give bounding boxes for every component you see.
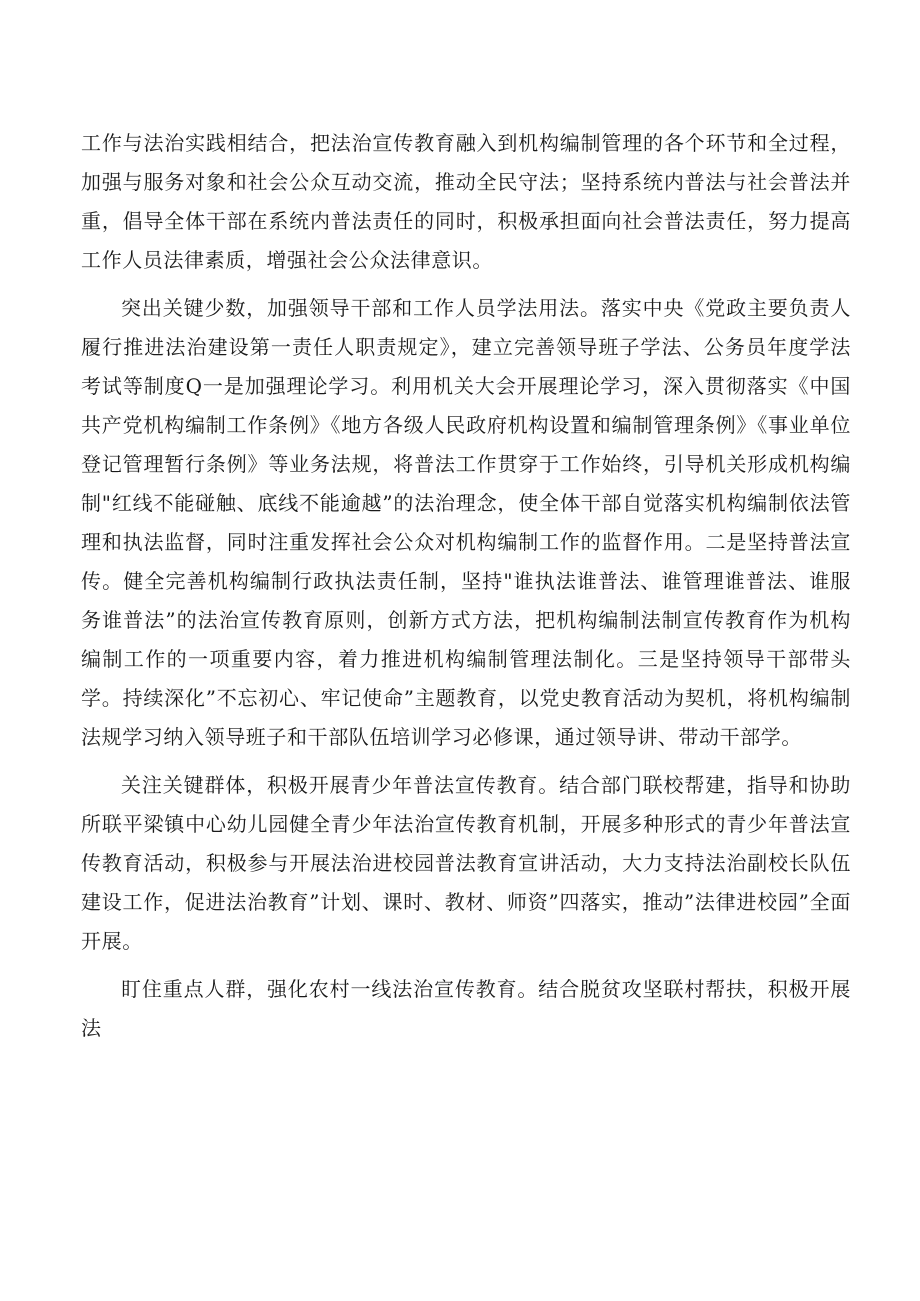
- paragraph-4: 盯住重点人群，强化农村一线法治宣传教育。结合脱贫攻坚联村帮扶，积极开展法: [81, 977, 851, 1040]
- paragraph-3: 关注关键群体，积极开展青少年普法宣传教育。结合部门联校帮建，指导和协助所联平梁镇中心幼儿园健全青少年法治宣传教育机制，开展多种形式的青少年普法宣传教育活动，积极参与开展法治进校园普法教育宣讲活动，大力支持法治副校长队伍建设工作，促进法治教育”计划、课时、教材、师资”四落实，推动”法律进校园”全面开展。: [81, 773, 851, 953]
- document-body: [81, 124, 851, 1048]
- paragraph-2: 突出关键少数，加强领导干部和工作人员学法用法。落实中央《党政主要负责人履行推进法治建设第一责任人职责规定》，建立完善领导班子学法、公务员年度学法考试等制度Q一是加强理论学习。利用机关大会开展理论学习，深入贯彻落实《中国共产党机构编制工作条例》《地方各级人民政府机构设置和编制管理条例》《事业单位登记管理暂行条例》等业务法规，将普法工作贯穿于工作始终，引导机关形成机构编制"红线不能碰触、底线不能逾越”的法治理念，使全体干部自觉落实机构编制依法管理和执法监督，同时注重发挥社会公众对机构编制工作的监督作用。二是坚持普法宣传。健全完善机构编制行政执法责任制，坚持"谁执法谁普法、谁管理谁普法、谁服务谁普法”的法治宣传教育原则，创新方式方法，把机构编制法制宣传教育作为机构编制工作的一项重要内容，着力推进机构编制管理法制化。三是坚持领导干部带头学。持续深化”不忘初心、牢记使命”主题教育，以党史教育活动为契机，将机构编制法规学习纳入领导班子和干部队伍培训学习必修课，通过领导讲、带动干部学。: [81, 296, 851, 749]
- paragraph-1: 工作与法治实践相结合，把法治宣传教育融入到机构编制管理的各个环节和全过程，加强与服务对象和社会公众互动交流，推动全民守法；坚持系统内普法与社会普法并重，倡导全体干部在系统内普法责任的同时，积极承担面向社会普法责任，努力提高工作人员法律素质，增强社会公众法律意识。: [81, 131, 851, 272]
